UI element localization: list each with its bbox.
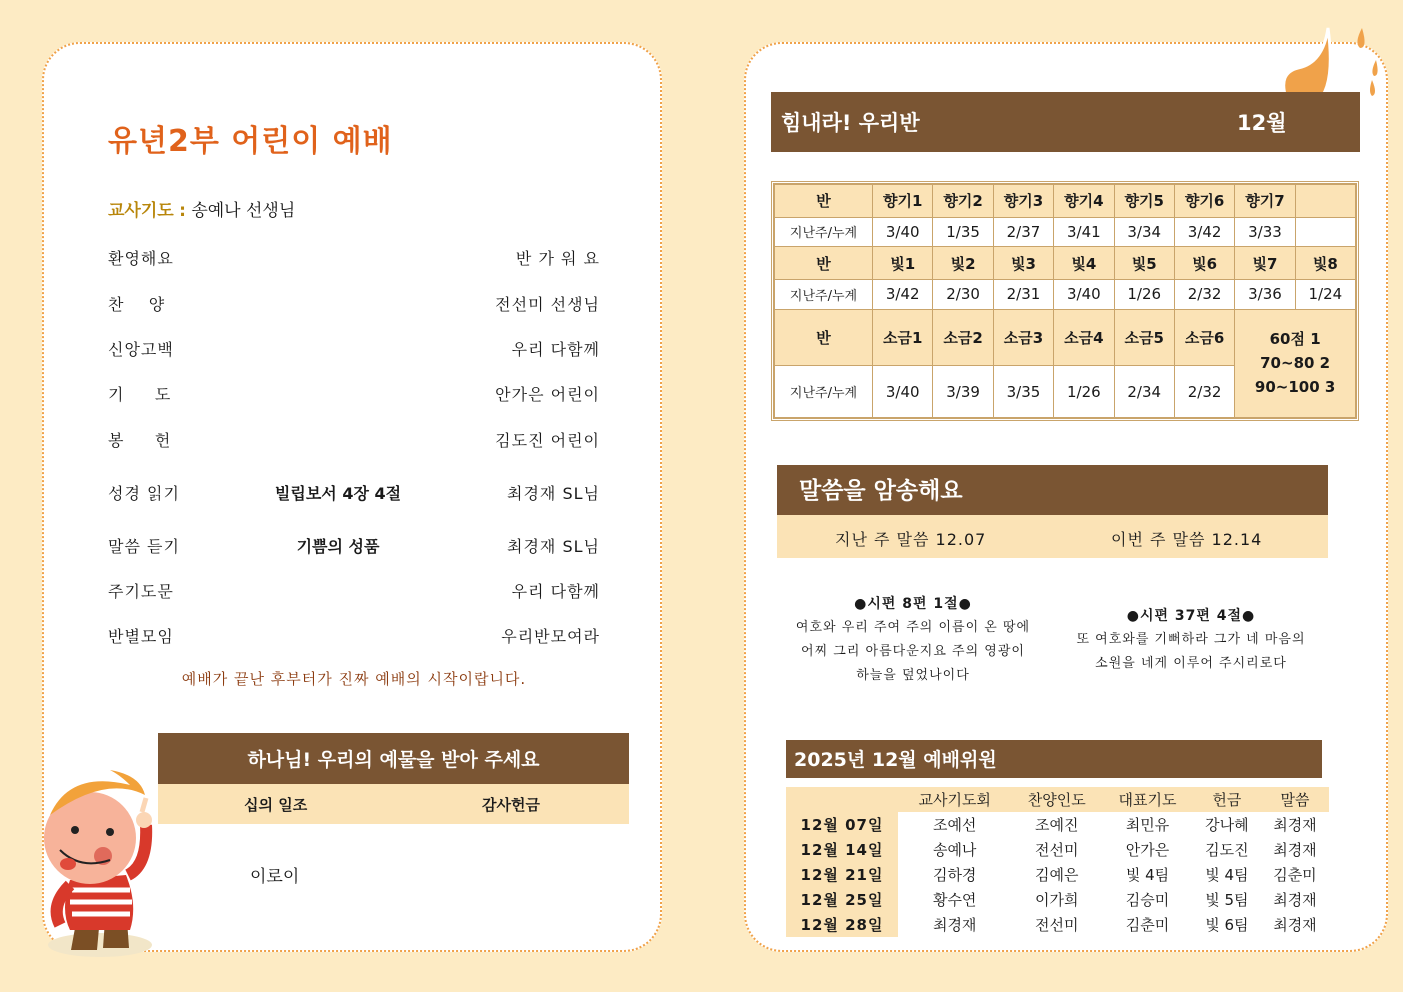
- order-item-person: 김도진 어린이: [495, 431, 600, 450]
- table-row: [786, 812, 1329, 837]
- duty-cell: 송예나: [932, 841, 977, 859]
- duty-cell: 김춘미: [1273, 866, 1317, 884]
- order-item-label: 말씀 듣기: [108, 537, 180, 556]
- duty-cell: 김춘미: [1125, 916, 1170, 934]
- grid-cell: 2/32: [1174, 366, 1234, 418]
- grid-cell: 3/40: [1054, 279, 1114, 309]
- grid-cell: 향기1: [873, 185, 933, 218]
- duty-cell: 빛 6팀: [1205, 916, 1249, 934]
- order-item-person: 우리 다함께: [511, 582, 600, 601]
- grid-cell: 빛8: [1295, 247, 1355, 280]
- order-item-label: 신앙고백: [108, 340, 174, 359]
- duty-date: 12월 21일: [786, 862, 898, 887]
- verse-this-week: [1056, 604, 1326, 676]
- table-row: [786, 887, 1329, 912]
- grid-cell: 빛2: [933, 247, 993, 280]
- grid-cell: 3/41: [1054, 217, 1114, 247]
- duty-date: 12월 14일: [786, 837, 898, 862]
- order-item-label: 반별모임: [108, 627, 174, 646]
- grid-cell: 향기5: [1114, 185, 1174, 218]
- table-row: [786, 912, 1329, 937]
- offering-col-tithe: 십의 일조: [244, 796, 308, 814]
- table-row: [775, 279, 1356, 309]
- grid-cell: 1/26: [1114, 279, 1174, 309]
- duty-cell: 전선미: [1035, 841, 1079, 859]
- duty-cell: 최경재: [1273, 916, 1317, 934]
- duty-header: 찬양인도: [1011, 787, 1102, 812]
- grid-cell: 3/39: [933, 366, 993, 418]
- order-item-person: 반 가 워 요: [515, 249, 600, 268]
- grid-cell: 반: [775, 309, 873, 366]
- grid-cell: 2/30: [933, 279, 993, 309]
- duty-cell: 이가희: [1035, 891, 1079, 909]
- class-ranking-title: [771, 92, 1360, 152]
- table-row: [775, 247, 1356, 280]
- closing-note: 예배가 끝난 후부터가 진짜 예배의 시작이랍니다.: [181, 670, 527, 688]
- offering-title: 하나님! 우리의 예물을 받아 주세요: [158, 733, 629, 784]
- teacher-prayer-name: 송예나 선생님: [191, 201, 296, 221]
- grid-cell: 빛1: [873, 247, 933, 280]
- offering-col-thanks: 감사헌금: [482, 796, 540, 814]
- verse-section-title: 말씀을 암송해요: [777, 465, 1328, 515]
- last-week-verse-date: 지난 주 말씀 12.07: [835, 530, 987, 549]
- grid-cell: 소금1: [873, 309, 933, 366]
- duty-date: 12월 25일: [786, 887, 898, 912]
- order-item-person: 안가은 어린이: [495, 385, 600, 404]
- duty-header: 말씀: [1261, 787, 1329, 812]
- table-row: [786, 862, 1329, 887]
- grid-cell: 지난주/누계: [775, 366, 873, 418]
- grid-cell: 3/40: [873, 366, 933, 418]
- duty-cell: 최민유: [1125, 816, 1170, 834]
- duty-cell: 최경재: [1273, 841, 1317, 859]
- grid-cell: 향기7: [1235, 185, 1295, 218]
- duty-cell: 최경재: [1273, 891, 1317, 909]
- grid-cell: 2/37: [993, 217, 1053, 247]
- duty-cell: 빛 4팀: [1205, 866, 1249, 884]
- grid-cell: 3/35: [993, 366, 1053, 418]
- table-row: [786, 787, 1329, 812]
- order-item-label: 기 도: [108, 385, 172, 404]
- grid-cell: 소금3: [993, 309, 1053, 366]
- grid-cell: 향기4: [1054, 185, 1114, 218]
- offering-columns: [158, 784, 629, 824]
- duty-cell: 빛 5팀: [1205, 891, 1249, 909]
- verse-line: 하늘을 덮었나이다: [856, 668, 970, 683]
- order-item-label: 성경 읽기: [108, 484, 180, 503]
- grid-cell: 1/24: [1295, 279, 1355, 309]
- verse-last-week: [778, 592, 1048, 688]
- grid-cell: 반: [775, 185, 873, 218]
- duty-cell: 전선미: [1035, 916, 1079, 934]
- duty-cell: 최경재: [932, 916, 977, 934]
- grid-cell: 빛5: [1114, 247, 1174, 280]
- verse-reference: ●시편 37편 4절●: [1126, 608, 1256, 624]
- grid-cell: 3/36: [1235, 279, 1295, 309]
- order-item-person: 우리반모여라: [501, 627, 600, 646]
- duty-cell: 김하경: [932, 866, 977, 884]
- order-item-label: 환영해요: [108, 249, 174, 268]
- verse-dates: [777, 515, 1328, 558]
- table-row: [775, 185, 1356, 218]
- grid-cell: 향기2: [933, 185, 993, 218]
- order-item-label: 주기도문: [108, 582, 174, 601]
- grid-cell: 2/32: [1174, 279, 1234, 309]
- duty-cell: 조예선: [932, 816, 977, 834]
- grid-cell: 3/42: [873, 279, 933, 309]
- grid-cell: 지난주/누계: [775, 279, 873, 309]
- order-item-detail: 기쁨의 성품: [296, 537, 380, 556]
- duty-cell: 강나혜: [1205, 816, 1249, 834]
- grid-cell: 3/34: [1114, 217, 1174, 247]
- score-rule: 60점 1: [1269, 330, 1321, 349]
- duty-header: 교사기도회: [898, 787, 1011, 812]
- grid-cell: 1/35: [933, 217, 993, 247]
- duty-header: 헌금: [1193, 787, 1261, 812]
- order-item-label: 찬 양: [108, 295, 166, 314]
- grid-cell: 2/31: [993, 279, 1053, 309]
- duty-cell: 조예진: [1035, 816, 1079, 834]
- duty-date: 12월 07일: [786, 812, 898, 837]
- class-ranking-label: 힘내라! 우리반: [781, 111, 920, 135]
- order-item-label: 봉 헌: [108, 431, 172, 450]
- this-week-verse-date: 이번 주 말씀 12.14: [1111, 530, 1263, 549]
- attendance-grid: [771, 181, 1359, 421]
- grid-cell: 소금6: [1174, 309, 1234, 366]
- grid-cell: 빛3: [993, 247, 1053, 280]
- grid-cell: 빛7: [1235, 247, 1295, 280]
- duty-cell: 김도진: [1205, 841, 1249, 859]
- table-row: [775, 217, 1356, 247]
- grid-cell: 1/26: [1054, 366, 1114, 418]
- grid-cell: 3/42: [1174, 217, 1234, 247]
- teacher-prayer-label: 교사기도: [108, 201, 174, 221]
- order-item-person: 전선미 선생님: [495, 295, 600, 314]
- duty-cell: 안가은: [1125, 841, 1170, 859]
- verse-line: 소원을 네게 이루어 주시리로다: [1095, 656, 1287, 671]
- grid-cell: 빛6: [1174, 247, 1234, 280]
- grid-cell: [1295, 185, 1355, 218]
- duty-header: 대표기도: [1102, 787, 1193, 812]
- duty-cell: 황수연: [932, 891, 977, 909]
- duty-cell: 김승미: [1125, 891, 1170, 909]
- grid-cell: 2/34: [1114, 366, 1174, 418]
- grid-cell: 지난주/누계: [775, 217, 873, 247]
- score-rule: 70~80 2: [1260, 354, 1331, 373]
- grid-cell: 향기3: [993, 185, 1053, 218]
- duty-cell: 빛 4팀: [1125, 866, 1170, 884]
- duty-header: [786, 787, 898, 812]
- duty-cell: 최경재: [1273, 816, 1317, 834]
- order-item-detail: 빌립보서 4장 4절: [274, 484, 402, 503]
- grid-cell: [1295, 217, 1355, 247]
- verse-line: 여호와 우리 주여 주의 이름이 온 땅에: [795, 620, 1031, 635]
- cartoon-boy-illustration: [20, 760, 160, 960]
- duty-date: 12월 28일: [786, 912, 898, 937]
- score-rules: [1235, 309, 1356, 417]
- service-title: 유년2부 어린이 예배: [108, 124, 393, 159]
- grid-cell: 3/40: [873, 217, 933, 247]
- teacher-prayer-colon: :: [179, 201, 186, 221]
- grid-cell: 향기6: [1174, 185, 1234, 218]
- grid-cell: 소금5: [1114, 309, 1174, 366]
- table-row: [775, 309, 1356, 366]
- teacher-prayer-line: [108, 196, 295, 221]
- duty-roster-table: [786, 787, 1329, 937]
- grid-cell: 소금2: [933, 309, 993, 366]
- order-item-person: 최경재 SL님: [507, 537, 600, 556]
- table-row: [786, 837, 1329, 862]
- order-item-person: 최경재 SL님: [507, 484, 600, 503]
- verse-reference: ●시편 8편 1절●: [854, 596, 972, 612]
- grid-cell: 3/33: [1235, 217, 1295, 247]
- verse-line: 또 여호와를 기뻐하라 그가 네 마음의: [1076, 632, 1306, 647]
- duty-roster-title: 2025년 12월 예배위원: [786, 740, 1322, 778]
- verse-line: 어찌 그리 아름다운지요 주의 영광이: [801, 644, 1025, 659]
- grid-cell: 소금4: [1054, 309, 1114, 366]
- score-rule: 90~100 3: [1254, 378, 1336, 397]
- grid-cell: 빛4: [1054, 247, 1114, 280]
- grid-cell: 반: [775, 247, 873, 280]
- order-item-person: 우리 다함께: [511, 340, 600, 359]
- duty-cell: 김예은: [1035, 866, 1079, 884]
- offering-name: 이로이: [250, 867, 300, 887]
- class-ranking-month: 12월: [1237, 111, 1287, 135]
